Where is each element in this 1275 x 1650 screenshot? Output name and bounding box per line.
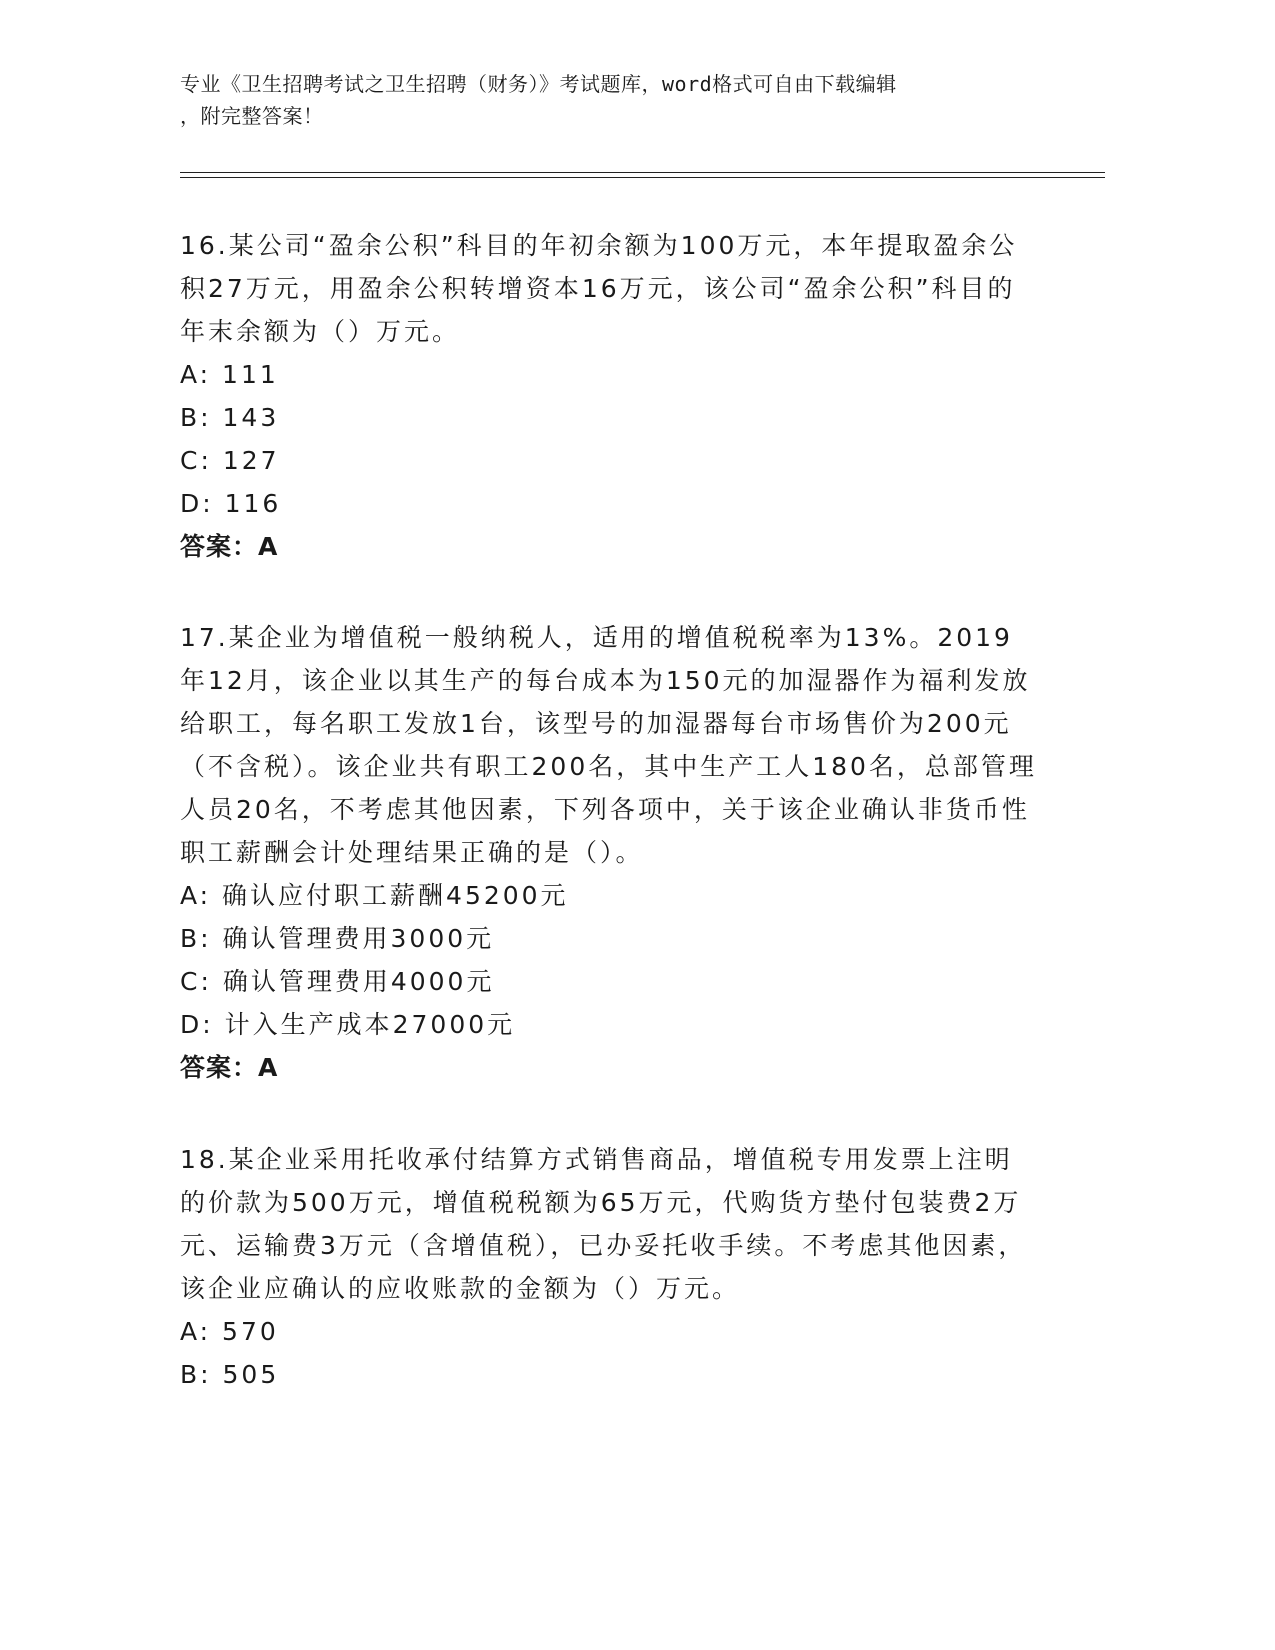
option-a: A: 确认应付职工薪酬45200元 bbox=[180, 881, 569, 910]
option-b: B: 确认管理费用3000元 bbox=[180, 924, 495, 953]
option-c: C: 确认管理费用4000元 bbox=[180, 967, 495, 996]
document-header bbox=[180, 68, 1040, 132]
question-stem: 16.某公司“盈余公积”科目的年初余额为100万元，本年提取盈余公积27万元，用盈余公积转增资本16万元，该公司“盈余公积”科目的年末余额为（）万元。 bbox=[180, 231, 1018, 346]
option-a: A: 111 bbox=[180, 360, 279, 389]
option-d: D: 计入生产成本27000元 bbox=[180, 1010, 516, 1039]
option-d: D: 116 bbox=[180, 489, 282, 518]
question-18 bbox=[180, 1138, 1040, 1396]
option-a: A: 570 bbox=[180, 1317, 279, 1346]
option-b: B: 143 bbox=[180, 403, 280, 432]
option-c: C: 127 bbox=[180, 446, 280, 475]
header-line-1: 专业《卫生招聘考试之卫生招聘（财务）》考试题库，word格式可自由下载编辑 bbox=[180, 72, 897, 96]
option-b: B: 505 bbox=[180, 1360, 280, 1389]
answer: 答案：A bbox=[180, 1053, 279, 1082]
header-line-2: ，附完整答案！ bbox=[180, 104, 324, 128]
question-stem: 17.某企业为增值税一般纳税人，适用的增值税税率为13%。2019年12月，该企业以其生产的每台成本为150元的加湿器作为福利发放给职工，每名职工发放1台，该型号的加湿器每台市场售价为200元（不含税）。该企业共有职工200名，其中生产工人180名，总部管理人员20名，不考虑其他因素，下列各项中，关于该企业确认非货币性职工薪酬会计处理结果正确的是（）。 bbox=[180, 623, 1037, 867]
answer: 答案：A bbox=[180, 532, 279, 561]
question-17 bbox=[180, 616, 1040, 1089]
header-divider bbox=[180, 172, 1105, 178]
question-stem: 18.某企业采用托收承付结算方式销售商品，增值税专用发票上注明的价款为500万元，增值税税额为65万元，代购货方垫付包装费2万元、运输费3万元（含增值税），已办妥托收手续。不考虑其他因素，该企业应确认的应收账款的金额为（）万元。 bbox=[180, 1145, 1027, 1303]
question-16 bbox=[180, 224, 1040, 568]
